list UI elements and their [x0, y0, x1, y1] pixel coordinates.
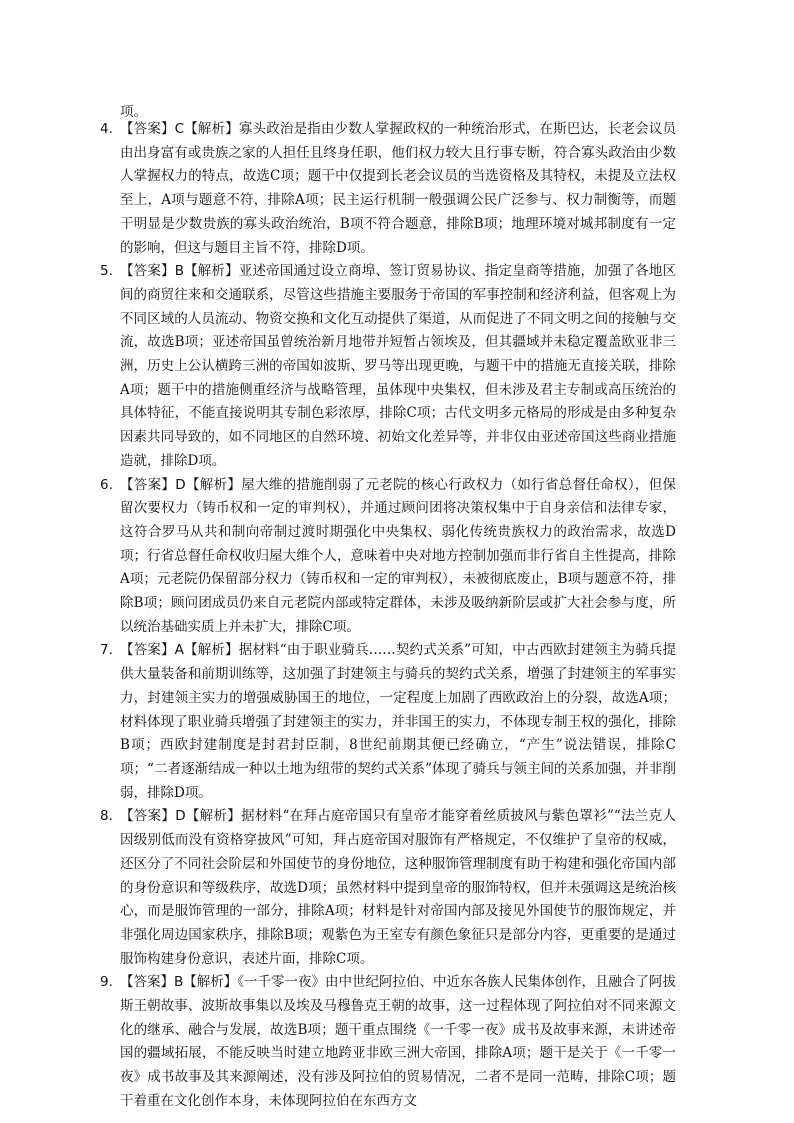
answer-choice: D	[175, 476, 186, 493]
answer-tag: 【答案】	[120, 808, 176, 825]
question-number: 5.	[100, 263, 113, 280]
answer-item-5	[100, 260, 677, 473]
answer-item-6	[100, 474, 677, 640]
analysis-text: 《一千零一夜》由中世纪阿拉伯、中近东各族人民集体创作，且融合了阿拔斯王朝故事、波斯故事集以及埃及马穆鲁克王朝的故事，这一过程体现了阿拉伯对不同来源文化的继承、融合与发展，故选B项；题干重点围绕《一千零一夜》成书及故事来源，未讲述帝国的疆域拓展，不能反映当时建立地跨亚非欧三洲大帝国，排除A项；题干是关于《一千零一夜》成书故事及其来源阐述，没有涉及阿拉伯的贸易情况，二者不是同一范畴，排除C项；题干着重在文化创作本身，未体现阿拉伯在东西方文	[120, 974, 677, 1109]
answer-item-4	[100, 118, 677, 260]
answer-tag: 【答案】	[120, 263, 175, 280]
answer-tag: 【答案】	[120, 121, 175, 137]
answer-choice: D	[175, 808, 186, 825]
analysis-tag: 【解析】	[183, 263, 239, 280]
answer-item-8	[100, 805, 676, 971]
analysis-text: 屋大维的措施削弱了元老院的核心行政权力（如行省总督任命权），但保留次要权力（铸币权和一定的审判权），并通过顾问团将决策权集中于自身亲信和法律专家，这符合罗马从共和制向帝制过渡时期强化中央集权、弱化传统贵族权力的政治需求，故选D项；行省总督任命权收归屋大维个人，意味着中央对地方控制加强而非行省自主性提高，排除A项；元老院仍保留部分权力（铸币权和一定的审判权），未被彻底废止，B项与题意不符，排除B项；顾问团成员仍来自元老院内部或特定群体，未涉及吸纳新阶层或扩大社会参与度，所以统治基础实质上并未扩大，排除C项。	[120, 476, 677, 635]
answer-choice: B	[174, 974, 184, 991]
analysis-text: 据材料“在拜占庭帝国只有皇帝才能穿着丝质披风与紫色罩衫”“法兰克人因级别低而没有资格穿披风”可知，拜占庭帝国对服饰有严格规定，不仅维护了皇帝的权威，还区分了不同社会阶层和外国使节的身份地位，这种服饰管理制度有助于构建和强化帝国内部的身份意识和等级秩序，故选D项；虽然材料中提到皇帝的服饰特权，但并未强调这是统治核心，而是服饰管理的一部分，排除A项；材料是针对帝国内部及接见外国使节的服饰规定，并非强化周边国家秩序，排除B项；观紫色为王室专有颜色象征只是部分内容，更重要的是通过服饰构建身份意识，表述片面，排除C项。	[120, 808, 676, 967]
continuation-text: 项。	[120, 104, 147, 120]
answer-tag: 【答案】	[120, 476, 176, 493]
analysis-text: 据材料“由于职业骑兵……契约式关系”可知，中古西欧封建领主为骑兵提供大量装备和前期训练等，这加强了封建领主与骑兵的契约式关系，增强了封建领主的军事实力，封建领主实力的增强威胁国王的地位，一定程度上加剧了西欧政治上的分裂，故选A项；材料体现了职业骑兵增强了封建领主的实力，并非国王的实力，不体现专制王权的强化，排除B项；西欧封建制度是封君封臣制，8世纪前期其便已经确立，“产生”说法错误，排除C项；“二者逐渐结成一种以土地为纽带的契约式关系”体现了骑兵与领主间的关系加强，并非削弱，排除D项。	[120, 642, 677, 801]
answer-item-9	[100, 971, 677, 1113]
question-number: 7.	[100, 642, 113, 659]
answer-tag: 【答案】	[120, 642, 175, 659]
analysis-tag: 【解析】	[183, 974, 238, 991]
answer-choice: B	[174, 263, 184, 280]
question-number: 9.	[100, 974, 113, 991]
question-number: 8.	[100, 808, 113, 825]
question-number: 4.	[100, 121, 113, 137]
answer-choice: C	[174, 121, 185, 137]
analysis-tag: 【解析】	[185, 808, 242, 825]
analysis-tag: 【解析】	[184, 121, 239, 137]
answer-item-7	[100, 639, 677, 805]
answer-choice: A	[174, 642, 184, 659]
analysis-text: 亚述帝国通过设立商埠、签订贸易协议、指定皇商等措施，加强了各地区间的商贸往来和交通联系，尽管这些措施主要服务于帝国的军事控制和经济利益，但客观上为不同区域的人员流动、物资交换和文化互动提供了渠道，从而促进了不同文明之间的接触与交流，故选B项；亚述帝国虽曾统治新月地带并短暂占领埃及，但其疆域并未稳定覆盖欧亚非三洲，历史上公认横跨三洲的帝国如波斯、罗马等出现更晚，与题干中的措施无直接关联，排除A项；题干中的措施侧重经济与战略管理，虽体现中央集权，但未涉及君主专制或高压统治的具体特征，不能直接说明其专制色彩浓厚，排除C项；古代文明多元格局的形成是由多种复杂因素共同导致的，如不同地区的自然环境、初始文化差异等，并非仅由亚述帝国这些商业措施造就，排除D项。	[120, 263, 677, 469]
question-number: 6.	[100, 476, 113, 493]
analysis-text: 寡头政治是指由少数人掌握政权的一种统治形式，在斯巴达，长老会议员由出身富有或贵族之家的人担任且终身任职，他们权力较大且行事专断，符合寡头政治由少数人掌握权力的特点，故选C项；题干中仅提到长老会议员的当选资格及其特权，未提及立法权至上，A项与题意不符，排除A项；民主运行机制一般强调公民广泛参与、权力制衡等，而题干明显是少数贵族的寡头政治统治，B项不符合题意，排除B项；地理环境对城邦制度有一定的影响，但这与题目主旨不符，排除D项。	[120, 121, 677, 256]
answer-list	[100, 118, 677, 1114]
answer-tag: 【答案】	[120, 974, 174, 991]
analysis-tag: 【解析】	[185, 476, 242, 493]
analysis-tag: 【解析】	[183, 642, 239, 659]
